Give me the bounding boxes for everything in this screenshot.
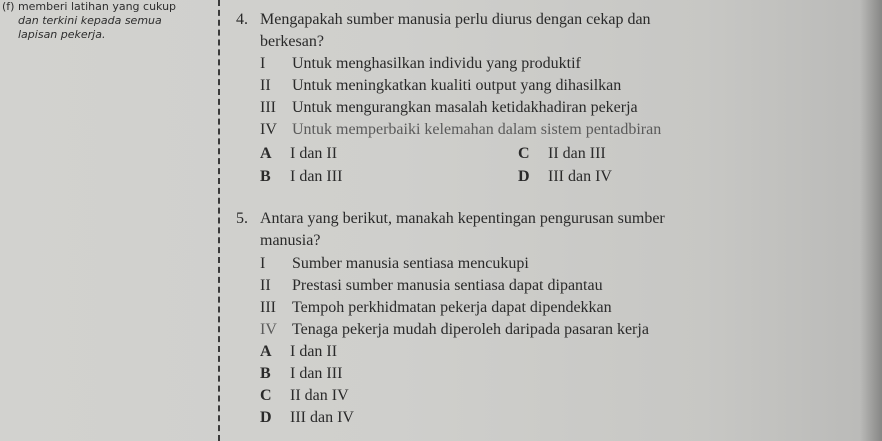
answer-letter: B bbox=[260, 365, 271, 382]
statement-item bbox=[260, 53, 581, 75]
statement-text: Tempoh perkhidmatan pekerja dapat dipendekkan bbox=[292, 299, 612, 316]
answer-option-a[interactable] bbox=[260, 143, 337, 165]
statement-item bbox=[260, 297, 612, 319]
answer-option-d[interactable] bbox=[518, 166, 612, 188]
question-number: 4. bbox=[236, 11, 248, 28]
answer-text: III dan IV bbox=[290, 409, 354, 426]
answer-text: I dan III bbox=[290, 365, 343, 382]
side-note bbox=[2, 0, 207, 42]
statement-text: Prestasi sumber manusia sentiasa dapat dipantau bbox=[292, 277, 603, 294]
answer-letter: D bbox=[518, 168, 530, 185]
statement-item bbox=[260, 319, 649, 341]
statement-roman: I bbox=[260, 255, 266, 272]
question-number: 5. bbox=[236, 210, 248, 227]
statement-roman: III bbox=[260, 299, 276, 316]
answer-text: III dan IV bbox=[548, 168, 612, 185]
statement-roman: III bbox=[260, 99, 276, 116]
answer-option-b[interactable] bbox=[260, 363, 342, 385]
statement-roman: II bbox=[260, 77, 271, 94]
dashed-divider bbox=[218, 0, 220, 441]
answer-option-d[interactable] bbox=[260, 407, 354, 429]
statement-item bbox=[260, 119, 661, 141]
statement-roman: I bbox=[260, 55, 266, 72]
statement-text: Untuk mengurangkan masalah ketidakhadiran pekerja bbox=[292, 99, 638, 116]
answer-text: I dan III bbox=[290, 168, 343, 185]
answer-text: I dan II bbox=[290, 145, 338, 162]
question-stem-line: manusia? bbox=[260, 232, 321, 249]
statement-text: Sumber manusia sentiasa mencukupi bbox=[292, 255, 529, 272]
answer-option-c[interactable] bbox=[518, 143, 606, 165]
answer-text: II dan III bbox=[548, 145, 606, 162]
statement-roman: II bbox=[260, 277, 271, 294]
statement-text: Tenaga pekerja mudah diperoleh daripada pasaran kerja bbox=[292, 321, 649, 338]
answer-option-a[interactable] bbox=[260, 341, 337, 363]
question-stem-line: Mengapakah sumber manusia perlu diurus dengan cekap dan bbox=[260, 11, 651, 28]
statement-item bbox=[260, 253, 529, 275]
question-stem-line: Antara yang berikut, manakah kepentingan pengurusan sumber bbox=[260, 210, 665, 227]
question-4-stem bbox=[236, 9, 651, 53]
statement-item bbox=[260, 97, 638, 119]
answer-letter: B bbox=[260, 168, 271, 185]
statement-item bbox=[260, 75, 621, 97]
side-note-line: (f) memberi latihan yang cukup bbox=[2, 0, 177, 13]
question-5-stem bbox=[236, 208, 665, 252]
statement-text: Untuk menghasilkan individu yang produktif bbox=[292, 55, 581, 72]
side-note-line: dan terkini kepada semua bbox=[18, 14, 162, 27]
statement-item bbox=[260, 275, 603, 297]
answer-letter: D bbox=[260, 409, 272, 426]
page-edge-shadow bbox=[860, 0, 882, 441]
answer-letter: C bbox=[518, 145, 530, 162]
question-stem-line: berkesan? bbox=[260, 33, 324, 50]
answer-letter: A bbox=[260, 343, 272, 360]
answer-text: II dan IV bbox=[290, 387, 349, 404]
statement-roman: IV bbox=[260, 321, 277, 338]
answer-letter: A bbox=[260, 145, 272, 162]
answer-option-b[interactable] bbox=[260, 166, 342, 188]
statement-text: Untuk meningkatkan kualiti output yang dihasilkan bbox=[292, 77, 622, 94]
answer-letter: C bbox=[260, 387, 272, 404]
statement-text: Untuk memperbaiki kelemahan dalam sistem pentadbiran bbox=[292, 121, 662, 138]
answer-option-c[interactable] bbox=[260, 385, 349, 407]
answer-text: I dan II bbox=[290, 343, 338, 360]
side-note-line: lapisan pekerja. bbox=[18, 28, 106, 41]
statement-roman: IV bbox=[260, 121, 277, 138]
